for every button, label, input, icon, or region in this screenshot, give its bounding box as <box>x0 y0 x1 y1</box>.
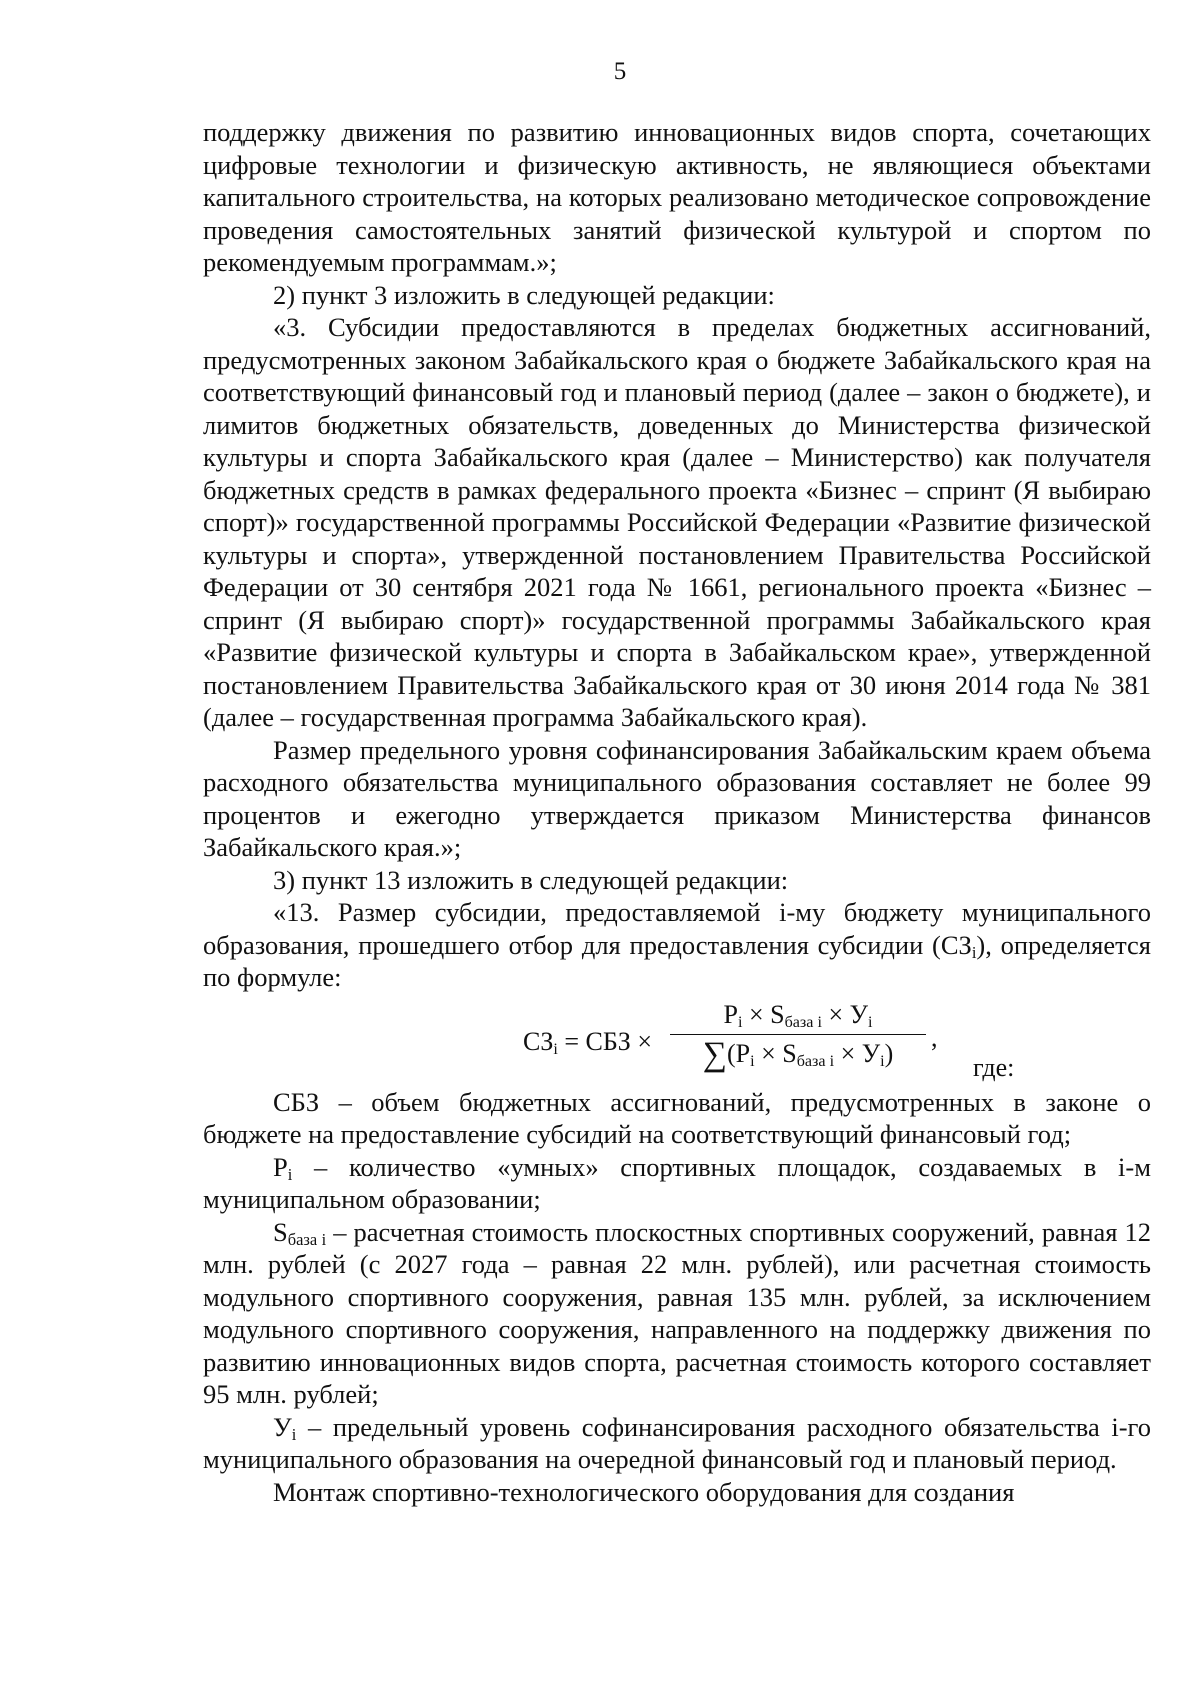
p-symbol: P <box>273 1151 288 1182</box>
s-subscript: база i <box>287 1229 327 1249</box>
paragraph-cofinancing-level: Размер предельного уровня софинансирования Забайкальским краем объема расходного обязательства муниципального образования составляет не более 99 процентов и ежегодно утверждается приказом Министерства финансов Забайкальского края.»; <box>203 734 1151 862</box>
formula-fraction <box>668 998 928 1074</box>
formula-comma: , <box>931 1022 938 1052</box>
formula-denominator <box>668 1035 928 1074</box>
paragraph-clause-13 <box>203 896 1151 994</box>
p-definition-text: – количество «умных» спортивных площадок, создаваемых в i-м муниципальном образовании; <box>203 1151 1151 1214</box>
num-s: × S <box>742 999 785 1029</box>
y-definition-text: – предельный уровень софинансирования расходного обязательства i-го муниципального образования на очередной финансовый год и плановый период. <box>203 1411 1151 1474</box>
page-number: 5 <box>613 58 627 85</box>
y-subscript: i <box>291 1424 297 1444</box>
paragraph-sbz-definition: СБЗ – объем бюджетных ассигнований, предусмотренных в законе о бюджете на предоставление субсидий на соответствующий финансовый год; <box>203 1086 1151 1149</box>
paragraph-p-definition <box>203 1151 1151 1216</box>
formula-where-label: где: <box>973 1052 1015 1082</box>
formula-numerator <box>668 998 928 1034</box>
formula-lhs-subscript: i <box>553 1040 558 1058</box>
den-close: ) <box>884 1038 894 1068</box>
num-y: × У <box>821 999 869 1029</box>
paragraph-item-2: 2) пункт 3 изложить в следующей редакции: <box>273 279 775 310</box>
sigma-symbol: ∑ <box>702 1035 727 1073</box>
clause-13-subscript: i <box>971 942 977 962</box>
y-symbol: У <box>273 1411 292 1442</box>
formula-lhs-symbol: СЗ <box>523 1026 554 1056</box>
num-s-sub: база i <box>784 1013 822 1031</box>
paragraph-y-definition <box>203 1411 1151 1476</box>
formula-lhs-rest: = СБЗ × <box>557 1026 652 1056</box>
paragraph-clause-3: «3. Субсидии предоставляются в пределах бюджетных ассигнований, предусмотренных законом Забайкальского края о бюджете Забайкальского края на соответствующий финансовый год и плановый период (далее – закон о бюджете), и лимитов бюджетных обязательств, доведенных до Министерства физической культуры и спорта Забайкальского края (далее – Министерство) как получателя бюджетных средств в рамках федерального проекта «Бизнес – спринт (Я выбираю спорт)» государственной программы Российской Федерации «Развитие физической культуры и спорта», утвержденной постановлением Правительства Российской Федерации от 30 сентября 2021 года № 1661, регионального проекта «Бизнес – спринт (Я выбираю спорт)» государственной программы Забайкальского края «Развитие физической культуры и спорта в Забайкальском крае», утвержденной постановлением Правительства Забайкальского края от 30 июня 2014 года № 381 (далее – государственная программа Забайкальского края). <box>203 312 1151 732</box>
s-definition-text: – расчетная стоимость плоскостных спортивных сооружений, равная 12 млн. рублей (с 2027 года – равная 22 млн. рублей), или расчетная стоимость модульного спортивного сооружения, равная 135 млн. рублей, за исключением модульного спортивного сооружения, направленного на поддержку движения по развитию инновационных видов спорта, расчетная стоимость которого составляет 95 млн. рублей; <box>203 1216 1151 1409</box>
num-p-sub: i <box>737 1013 743 1031</box>
clause-13-text: «13. Размер субсидии, предоставляемой i-му бюджету муниципального образования, прошедшего отбор для предоставления субсидии (СЗ <box>203 897 1151 960</box>
paragraph-s-definition <box>203 1216 1151 1411</box>
clause-13-text-end: ), определяется по формуле: <box>203 929 1151 992</box>
den-s-sub: база i <box>796 1052 835 1070</box>
paragraph-continuation: поддержку движения по развитию инновационных видов спорта, сочетающих цифровые технологии и физическую активность, не являющиеся объектами капитального строительства, на которых реализовано методическое сопровождение проведения самостоятельных занятий физической культурой и спортом по рекомендуемым программам.»; <box>203 117 1151 277</box>
num-y-sub: i <box>868 1013 873 1031</box>
paragraph-installation: Монтаж спортивно-технологического оборудования для создания <box>273 1476 1015 1507</box>
den-y-sub: i <box>880 1052 885 1070</box>
paragraph-item-3: 3) пункт 13 изложить в следующей редакции: <box>273 864 789 895</box>
den-open: (P <box>726 1038 751 1068</box>
den-s: × S <box>754 1038 797 1068</box>
num-p: P <box>723 999 738 1029</box>
formula-lhs <box>523 1026 652 1059</box>
subsidy-formula <box>203 998 1151 1082</box>
den-y: × У <box>834 1038 881 1068</box>
den-p-sub: i <box>750 1052 755 1070</box>
document-body <box>203 116 1151 1508</box>
p-subscript: i <box>287 1164 293 1184</box>
s-symbol: S <box>273 1216 288 1247</box>
